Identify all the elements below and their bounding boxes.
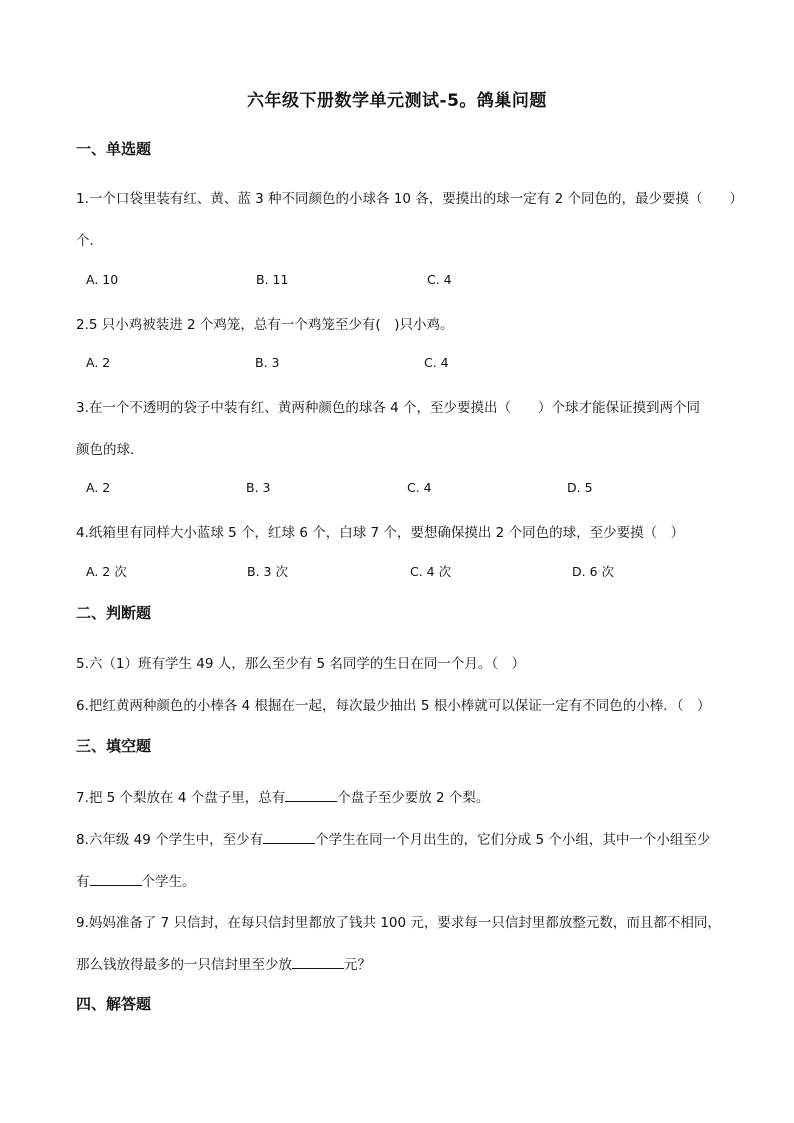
question-1-option-c: C. 4 (427, 272, 452, 287)
question-5-line-1: 5.六（1）班有学生 49 人，那么至少有 5 名同学的生日在同一个月。（ ） (76, 656, 526, 672)
question-2-option-b: B. 3 (255, 355, 280, 370)
section-heading-fill-blank: 三、填空题 (76, 737, 152, 755)
question-7-line-1 (76, 786, 489, 806)
question-3-option-a: A. 2 (86, 480, 111, 495)
question-8-line-2-before: 有 (76, 874, 90, 890)
question-4-option-c: C. 4 次 (410, 564, 452, 579)
question-4-option-d: D. 6 次 (572, 564, 614, 579)
question-9-line-1: 9.妈妈准备了 7 只信封，在每只信封里都放了钱共 100 元，要求每一只信封里都放整元数，而且都不相同， (76, 915, 721, 931)
question-1-option-a: A. 10 (86, 272, 119, 287)
section-heading-true-false: 二、判断题 (76, 604, 152, 622)
section-heading-single-choice: 一、单选题 (76, 140, 152, 158)
question-7-text-before: 7.把 5 个梨放在 4 个盘子里，总有 (76, 790, 286, 806)
question-3-option-b: B. 3 (246, 480, 271, 495)
question-4-option-b: B. 3 次 (247, 564, 288, 579)
page-title: 六年级下册数学单元测试-5。鸽巢问题 (247, 91, 547, 111)
question-8-text-before: 8.六年级 49 个学生中，至少有 (76, 832, 264, 848)
question-8-line-1 (76, 828, 710, 848)
answer-blank[interactable] (292, 956, 344, 969)
question-2-line-1: 2.5 只小鸡被装进 2 个鸡笼，总有一个鸡笼至少有( )只小鸡。 (76, 317, 454, 333)
question-3-option-c: C. 4 (407, 480, 432, 495)
answer-blank[interactable] (90, 873, 142, 886)
question-1-option-b: B. 11 (256, 272, 289, 287)
question-1-line-1: 1.一个口袋里装有红、黄、蓝 3 种不同颜色的小球各 10 各，要摸出的球一定有 2 个同色的，最少要摸（ ） (76, 191, 743, 207)
question-6-line-1: 6.把红黄两种颜色的小棒各 4 根掘在一起，每次最少抽出 5 根小棒就可以保证一定有不同色的小棒．（ ） (76, 698, 711, 714)
question-9-line-2 (76, 953, 371, 973)
answer-blank[interactable] (285, 789, 337, 802)
question-8-line-2-after: 个学生。 (141, 874, 196, 890)
question-9-line-2-before: 那么钱放得最多的一只信封里至少放 (76, 957, 292, 973)
question-2-option-c: C. 4 (424, 355, 449, 370)
question-3-option-d: D. 5 (567, 480, 593, 495)
question-3-line-1: 3.在一个不透明的袋子中装有红、黄两种颜色的球各 4 个，至少要摸出（ ）个球才能保证摸到两个同 (76, 400, 701, 416)
answer-blank[interactable] (263, 831, 315, 844)
question-3-line-2: 颜色的球． (76, 442, 144, 458)
question-9-line-2-after: 元？ (344, 957, 371, 973)
question-7-text-after: 个盘子至少要放 2 个梨。 (337, 790, 490, 806)
section-heading-solution: 四、解答题 (76, 995, 152, 1013)
question-8-line-2 (76, 870, 196, 890)
question-4-option-a: A. 2 次 (86, 564, 127, 579)
question-8-text-after: 个学生在同一个月出生的，它们分成 5 个小组，其中一个小组至少 (315, 832, 711, 848)
question-2-option-a: A. 2 (86, 355, 111, 370)
question-1-line-2: 个． (76, 233, 103, 249)
question-4-line-1: 4.纸箱里有同样大小蓝球 5 个，红球 6 个，白球 7 个，要想确保摸出 2 个同色的球，至少要摸（ ） (76, 525, 685, 541)
